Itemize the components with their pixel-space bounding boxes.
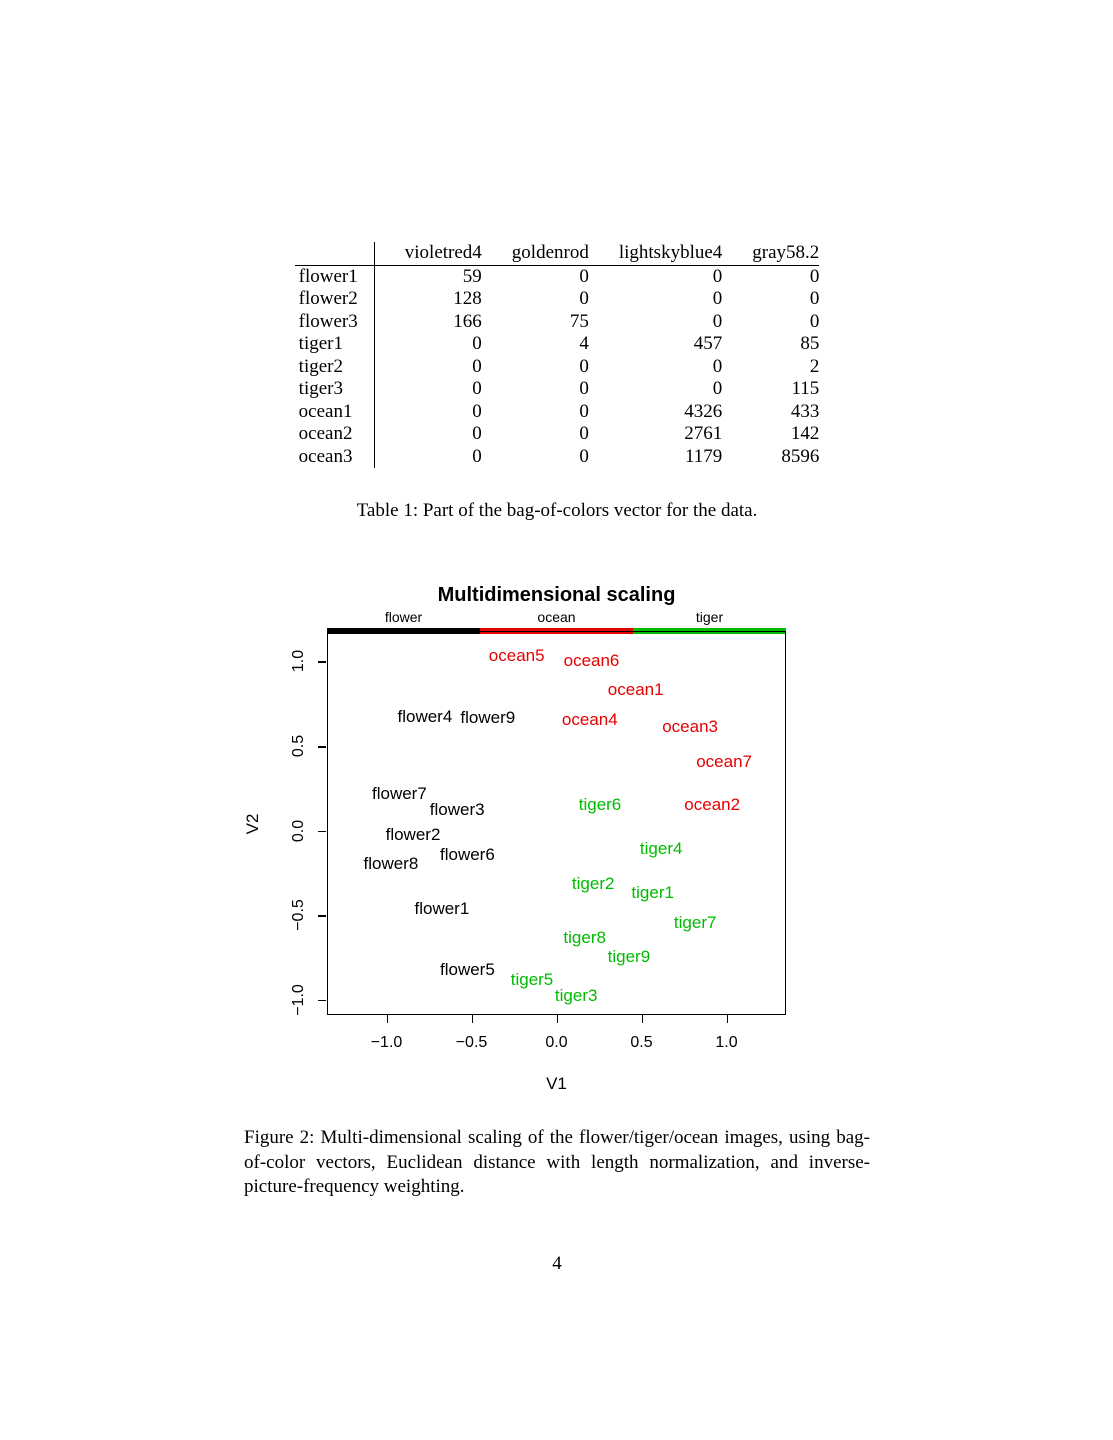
column-header: goldenrod: [511, 242, 589, 263]
cell-value: 0: [712, 378, 723, 399]
table-corner-cell: [295, 242, 375, 265]
row-label: tiger2: [295, 356, 375, 379]
row-label: flower2: [295, 288, 375, 311]
point-flower5: flower5: [439, 960, 495, 980]
point-flower8: flower8: [363, 853, 419, 873]
figure-caption: Figure 2: Multi-dimensional scaling of the flower/tiger/ocean images, using bag-of-color vectors, Euclidean distance with length normalization, and inverse-picture-frequency weighting.: [244, 1127, 870, 1197]
y-tick-label: 0.0: [290, 819, 307, 842]
cell-value: 0: [472, 355, 482, 377]
cell-value: 0: [472, 423, 482, 444]
cell-value: 0: [579, 400, 589, 422]
x-tick-label: −1.0: [370, 1034, 403, 1051]
column-header: lightskyblue4: [618, 242, 723, 263]
cell-value: 0: [472, 378, 482, 399]
x-tick-mark: [387, 1015, 389, 1023]
column-header: gray58.2: [752, 242, 820, 263]
point-flower7: flower7: [371, 784, 427, 804]
y-tick-mark: [318, 746, 326, 748]
legend-label-ocean: ocean: [537, 609, 576, 625]
point-flower9: flower9: [460, 708, 516, 728]
y-axis-label: V2: [243, 813, 262, 835]
x-tick-label: 0.5: [630, 1034, 653, 1051]
point-flower6: flower6: [439, 845, 495, 865]
cell-value: 0: [809, 265, 820, 287]
point-tiger7: tiger7: [673, 912, 717, 932]
page-number: 4: [552, 1253, 562, 1274]
x-axis-label: V1: [546, 1074, 567, 1093]
cell-value: 433: [790, 400, 820, 422]
point-tiger4: tiger4: [639, 838, 683, 858]
x-tick-mark: [727, 1015, 729, 1023]
cell-value: 2: [809, 355, 820, 377]
point-ocean5: ocean5: [488, 645, 545, 665]
point-flower2: flower2: [385, 824, 441, 844]
point-tiger1: tiger1: [631, 882, 674, 902]
data-table: [295, 242, 820, 468]
cell-value: 128: [453, 288, 482, 309]
legend-label-tiger: tiger: [695, 609, 724, 625]
y-tick-mark: [318, 1000, 326, 1002]
cell-value: 0: [712, 288, 723, 309]
table-row: [295, 401, 820, 424]
cell-value: 0: [579, 265, 589, 287]
cell-value: 0: [579, 288, 589, 309]
cell-value: 4326: [684, 400, 723, 422]
table-row: [295, 378, 820, 401]
cell-value: 0: [579, 355, 589, 377]
point-flower1: flower1: [414, 899, 470, 919]
cell-value: 2761: [684, 423, 723, 444]
point-ocean1: ocean1: [607, 679, 664, 699]
row-label: ocean1: [295, 401, 375, 424]
cell-value: 0: [712, 310, 723, 332]
cell-value: 166: [453, 310, 482, 332]
table-header: [295, 242, 820, 265]
point-flower4: flower4: [397, 706, 453, 726]
cell-value: 0: [809, 288, 820, 309]
y-tick-label: 1.0: [290, 650, 307, 673]
point-tiger8: tiger8: [563, 928, 606, 948]
point-ocean3: ocean3: [662, 716, 718, 736]
bag-of-colors-table: [244, 242, 870, 468]
cell-value: 115: [791, 378, 820, 399]
table-row: [295, 446, 820, 469]
chart-title: Multidimensional scaling: [437, 584, 676, 606]
cell-value: 85: [800, 333, 820, 354]
x-tick-mark: [472, 1015, 474, 1023]
cell-value: 4: [579, 333, 589, 354]
point-tiger6: tiger6: [578, 794, 622, 814]
y-tick-mark: [318, 831, 326, 833]
point-tiger2: tiger2: [571, 874, 615, 894]
point-ocean2: ocean2: [684, 794, 741, 814]
row-label: flower3: [295, 311, 375, 334]
cell-value: 59: [462, 265, 482, 287]
cell-value: 8596: [781, 445, 820, 467]
table-row: [295, 311, 820, 334]
table-row: [295, 265, 820, 288]
table-header-row: [295, 242, 820, 265]
y-tick-label: −1.0: [290, 983, 307, 1016]
y-tick-mark: [318, 661, 326, 663]
table-row: [295, 356, 820, 379]
cell-value: 0: [579, 423, 589, 444]
row-label: ocean3: [295, 446, 375, 469]
table-row: [295, 423, 820, 446]
row-label: tiger1: [295, 333, 375, 356]
table-row: [295, 333, 820, 356]
point-tiger3: tiger3: [554, 985, 598, 1005]
cell-value: 75: [569, 310, 589, 332]
table-caption: Table 1: Part of the bag-of-colors vector for the data.: [356, 500, 758, 521]
cell-value: 0: [809, 310, 820, 332]
point-flower3: flower3: [429, 799, 485, 819]
cell-value: 0: [712, 265, 723, 287]
point-tiger9: tiger9: [607, 946, 651, 966]
y-tick-mark: [318, 915, 326, 917]
point-tiger5: tiger5: [510, 970, 554, 990]
cell-value: 0: [472, 445, 482, 467]
row-label: ocean2: [295, 423, 375, 446]
plot-area: [327, 631, 786, 1015]
x-tick-label: 0.0: [545, 1034, 568, 1051]
table-row: [295, 288, 820, 311]
cell-value: 0: [579, 445, 589, 467]
y-tick-label: 0.5: [290, 734, 307, 758]
cell-value: 0: [712, 355, 723, 377]
point-ocean6: ocean6: [563, 650, 620, 670]
y-tick-label: −0.5: [290, 899, 307, 931]
row-label: flower1: [295, 265, 375, 288]
column-header: violetred4: [404, 242, 482, 263]
x-tick-mark: [557, 1015, 559, 1023]
cell-value: 1179: [685, 445, 723, 467]
point-ocean7: ocean7: [696, 752, 752, 772]
cell-value: 0: [579, 378, 589, 399]
cell-value: 0: [472, 333, 482, 354]
x-tick-label: 1.0: [715, 1034, 738, 1051]
x-tick-mark: [642, 1015, 644, 1023]
row-label: tiger3: [295, 378, 375, 401]
point-ocean4: ocean4: [561, 709, 618, 729]
legend-label-flower: flower: [384, 609, 423, 625]
table-body: [295, 265, 820, 468]
cell-value: 0: [472, 400, 482, 422]
cell-value: 142: [790, 423, 820, 444]
cell-value: 457: [693, 333, 723, 354]
x-tick-label: −0.5: [455, 1034, 488, 1051]
